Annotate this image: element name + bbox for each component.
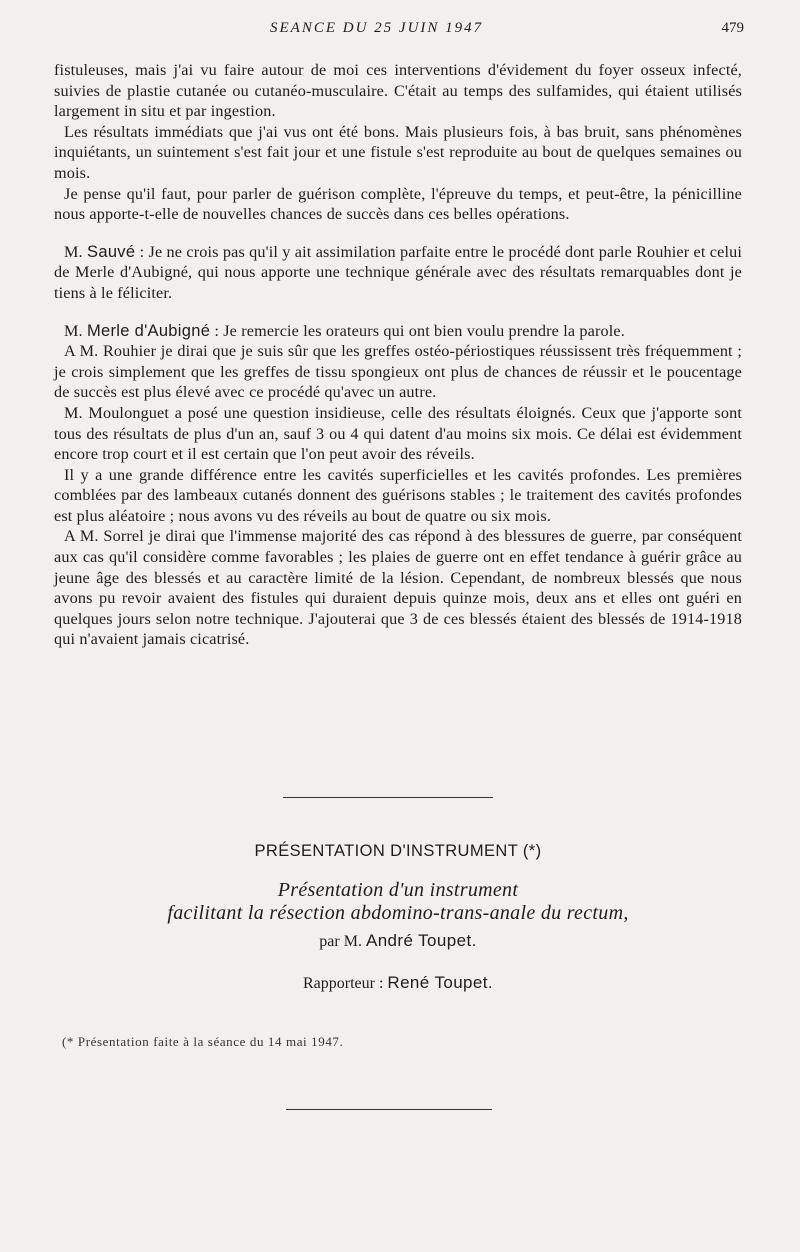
paragraph-sorrel: A M. Sorrel je dirai que l'immense majorité des cas répond à des blessures de guerre, par conséquent aux cas qu'il considère comme favorables ; les plaies de guerre ont en effet tendance à guérir grâce au jeune âge des blessés et au caractère limité de la lésion. Cependant, de nombreux blessés que nous avons pu revoir avaient des fistules qui duraient depuis quinze mois, deux ans et elles ont guéri en quelques jours selon notre technique. J'ajouterai que 3 de ces blessés étaient des blessés de 1914-1918 qui n'avaient jamais cicatrisé. — [54, 527, 742, 649]
paragraph-1: fistuleuses, mais j'ai vu faire autour de moi ces interventions d'évidement du foyer osseux infecté, suivies de plastie cutanée ou cutanéo-musculaire. C'était au temps des sulfamides, qui étaient utilisés largement in situ et par ingestion. — [54, 61, 742, 121]
running-header — [54, 20, 742, 44]
end-divider — [286, 1109, 492, 1110]
paragraph-moulonguet: M. Moulonguet a posé une question insidieuse, celle des résultats éloignés. Ceux que j'apporte sont tous des résultats de plus d'un an, sauf 3 ou 4 qui datent d'au moins six mois. Ce délai est évidemment encore trop court et il est certain que l'on peut avoir des réveils. — [54, 403, 742, 464]
speaker-prefix: M. — [64, 321, 83, 340]
footnote: (* Présentation faite à la séance du 14 mai 1947. — [62, 1034, 344, 1049]
author-name: André Toupet. — [365, 931, 477, 950]
speaker-name-sauve: Sauvé — [87, 242, 136, 261]
body-text — [54, 60, 742, 650]
rapporteur-name: René Toupet. — [387, 973, 494, 992]
header-title: SEANCE DU 25 JUIN 1947 — [270, 20, 484, 36]
rapporteur-prefix: Rapporteur : — [302, 975, 384, 992]
speaker-prefix: M. — [64, 242, 83, 261]
author-prefix: par M. — [319, 933, 362, 950]
paragraph-2: Les résultats immédiats que j'ai vus ont été bons. Mais plusieurs fois, à bas bruit, sans phénomènes inquiétants, un suintement s'est fait jour et une fistule s'est reproduite au bout de quelques semaines ou mois. — [54, 122, 742, 182]
paragraph-rouhier: A M. Rouhier je dirai que je suis sûr que les greffes ostéo-périostiques réussissent très fréquemment ; je crois simplement que les greffes de tissu spongieux ont plus de chances de réussir et le poucentage de succès est plus élevé avec ce procédé qu'avec un autre. — [54, 342, 742, 402]
article-title-line-1: Présentation d'un instrument — [277, 879, 519, 901]
paragraph-sauve — [54, 242, 742, 304]
article-title-line-2: facilitant la résection abdomino-trans-anale du rectum, — [167, 902, 629, 924]
paragraph-merle — [54, 321, 742, 342]
article-title — [54, 879, 742, 925]
section-heading: PRÉSENTATION D'INSTRUMENT (*) — [254, 842, 542, 860]
paragraph-cavites: Il y a une grande différence entre les cavités superficielles et les cavités profondes. Les premières comblées par des lambeaux cutanés donnent des guérisons stables ; le traitement des cavités profondes est plus aléatoire ; nous avons vu des réveils au bout de quatre ou six mois. — [54, 465, 742, 525]
paragraph-3: Je pense qu'il faut, pour parler de guérison complète, l'épreuve du temps, et peut-être, la pénicilline nous apporte-t-elle de nouvelles chances de succès dans ces belles opérations. — [54, 184, 742, 224]
section-divider — [283, 797, 493, 798]
speaker-name-merle: Merle d'Aubigné — [86, 321, 211, 340]
rapporteur-line — [54, 973, 742, 993]
author-line — [54, 931, 742, 951]
speaker-text-sauve: : Je ne crois pas qu'il y ait assimilation parfaite entre le procédé dont parle Rouhier et celui de Merle d'Aubigné, qui nous apporte une technique générale avec des résultats remarquables dont je tiens à le féliciter. — [54, 242, 742, 302]
page-number: 479 — [721, 20, 744, 36]
speaker-text-merle: : Je remercie les orateurs qui ont bien voulu prendre la parole. — [210, 321, 625, 340]
